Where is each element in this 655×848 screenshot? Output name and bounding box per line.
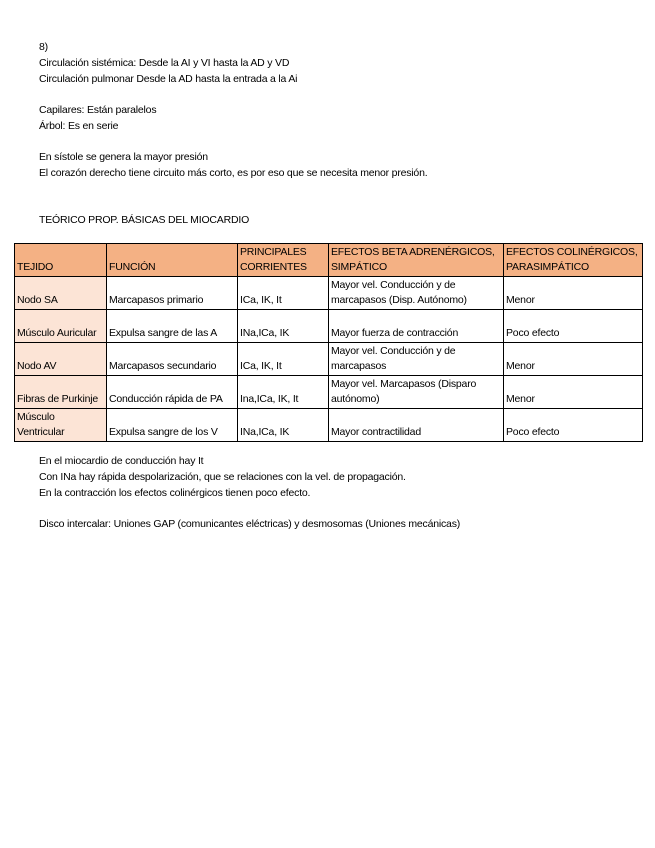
table-header-row [15, 244, 643, 277]
section-title: TEÓRICO PROP. BÁSICAS DEL MIOCARDIO [39, 214, 250, 226]
cell-colinergicos: Poco efecto [504, 310, 643, 343]
note-ina-depolarization: Con INa hay rápida despolarización, que se relaciones con la vel. de propagación. [39, 471, 406, 483]
cell-corrientes: ICa, IK, It [238, 277, 329, 310]
intro-right-heart: El corazón derecho tiene circuito más corto, es por eso que se necesita menor presión. [39, 167, 428, 179]
cell-corrientes: INa,ICa, IK [238, 310, 329, 343]
intro-pulmonary-circulation: Circulación pulmonar Desde la AD hasta la entrada a la Ai [39, 73, 298, 85]
intro-capillaries: Capilares: Están paralelos [39, 104, 157, 116]
header-beta: EFECTOS BETA ADRENÉRGICOS, SIMPÁTICO [329, 244, 504, 277]
cell-beta: Mayor fuerza de contracción [329, 310, 504, 343]
cell-funcion: Marcapasos secundario [107, 343, 238, 376]
intro-systemic-circulation: Circulación sistémica: Desde la AI y VI hasta la AD y VD [39, 57, 290, 69]
myocardium-table [14, 243, 643, 442]
intro-number: 8) [39, 41, 48, 53]
table-row [15, 343, 643, 376]
cell-funcion: Expulsa sangre de los V [107, 409, 238, 442]
cell-tejido: Nodo AV [15, 343, 107, 376]
cell-funcion: Expulsa sangre de las A [107, 310, 238, 343]
cell-colinergicos: Menor [504, 277, 643, 310]
cell-corrientes: ICa, IK, It [238, 343, 329, 376]
note-cholinergic-contraction: En la contracción los efectos colinérgicos tienen poco efecto. [39, 487, 311, 499]
cell-tejido: Músculo Auricular [15, 310, 107, 343]
cell-beta: Mayor vel. Conducción y de marcapasos [329, 343, 504, 376]
cell-funcion: Marcapasos primario [107, 277, 238, 310]
header-colinergicos: EFECTOS COLINÉRGICOS, PARASIMPÁTICO [504, 244, 643, 277]
note-conduction-myocardium: En el miocardio de conducción hay It [39, 455, 204, 467]
intro-tree: Árbol: Es en serie [39, 120, 119, 132]
cell-colinergicos: Menor [504, 343, 643, 376]
table-row [15, 376, 643, 409]
cell-colinergicos: Menor [504, 376, 643, 409]
note-intercalated-disc: Disco intercalar: Uniones GAP (comunicantes eléctricas) y desmosomas (Uniones mecánicas) [39, 518, 461, 530]
intro-systole: En sístole se genera la mayor presión [39, 151, 208, 163]
cell-funcion: Conducción rápida de PA [107, 376, 238, 409]
cell-colinergicos: Poco efecto [504, 409, 643, 442]
cell-tejido: Nodo SA [15, 277, 107, 310]
cell-beta: Mayor vel. Marcapasos (Disparo autónomo) [329, 376, 504, 409]
cell-beta: Mayor vel. Conducción y de marcapasos (Disp. Autónomo) [329, 277, 504, 310]
header-funcion: FUNCIÓN [107, 244, 238, 277]
cell-beta: Mayor contractilidad [329, 409, 504, 442]
table-row [15, 310, 643, 343]
cell-corrientes: INa,ICa, IK [238, 409, 329, 442]
header-tejido: TEJIDO [15, 244, 107, 277]
table-row [15, 409, 643, 442]
cell-tejido: Fibras de Purkinje [15, 376, 107, 409]
table-row [15, 277, 643, 310]
cell-corrientes: Ina,ICa, IK, It [238, 376, 329, 409]
cell-tejido: Músculo Ventricular [15, 409, 107, 442]
header-corrientes: PRINCIPALES CORRIENTES [238, 244, 329, 277]
